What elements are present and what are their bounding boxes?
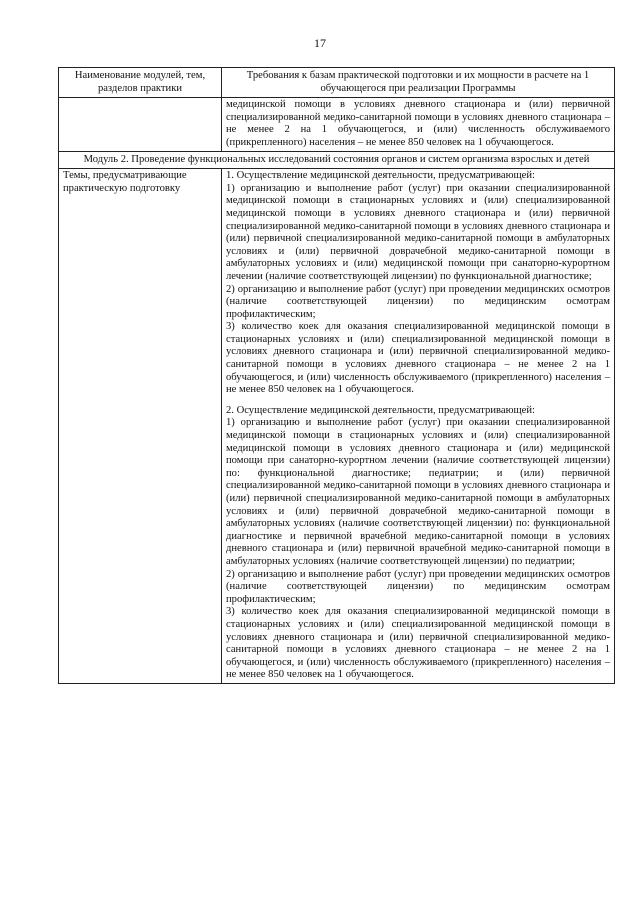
section-1-item-2: 2) организацию и выполнение работ (услуг) при проведении медицинских осмотров (наличие соответствующей лицензии) по медицинским осмотрам профилактическим; xyxy=(226,283,610,320)
continuation-row xyxy=(59,98,615,151)
empty-cell xyxy=(59,98,222,151)
section-1-item-3: 3) количество коек для оказания специализированной медицинской помощи в стационарных условиях и (или) специализированной медицинской помощи в условиях дневного стационара и (или) первичной специализированной медико-санитарной помощи в условиях дневного стационара – не менее 2 на 1 обучающегося, и (или) численность обслуживаемого (прикрепленного) населения – не менее 850 человек на 1 обучающегося. xyxy=(226,321,610,396)
section-2-item-3: 3) количество коек для оказания специализированной медицинской помощи в стационарных условиях и (или) специализированной медицинской помощи в условиях дневного стационара и (или) первичной специализированной медико-санитарной помощи в условиях дневного стационара – не менее 2 на 1 обучающегося, и (или) численность обслуживаемого (прикрепленного) населения – не менее 850 человек на 1 обучающегося. xyxy=(226,606,610,681)
section-1 xyxy=(226,170,610,397)
section-1-item-1: 1) организацию и выполнение работ (услуг) при оказании специализированной медицинской помощи в стационарных условиях и (или) специализированной медицинской помощи в условиях дневного стационара и (или) первичной специализированной медико-санитарной помощи в условиях дневного стационара и (или) первичной специализированной медико-санитарной помощи в амбулаторных условиях и (или) первичной доврачебной медико-санитарной помощи в амбулаторных условиях и (или) медицинской помощи при санаторно-курортном лечении (наличие соответствующей лицензии) по функциональной диагностике; xyxy=(226,182,610,282)
requirements-table xyxy=(58,67,615,684)
section-2-item-2: 2) организацию и выполнение работ (услуг) при проведении медицинских осмотров (наличие соответствующей лицензии) по медицинским осмотрам профилактическим; xyxy=(226,568,610,605)
topics-row xyxy=(59,169,615,684)
section-2-title: 2. Осуществление медицинской деятельности, предусматривающей: xyxy=(226,404,535,416)
table-header-row xyxy=(59,68,615,98)
requirements-cell xyxy=(222,169,615,684)
section-1-title: 1. Осуществление медицинской деятельности, предусматривающей: xyxy=(226,170,535,182)
topics-label: Темы, предусматривающие практическую подготовку xyxy=(59,169,222,684)
section-2 xyxy=(226,405,610,682)
page-number: 17 xyxy=(314,36,326,50)
continuation-text: медицинской помощи в условиях дневного стационара и (или) первичной специализированной медико-санитарной помощи в условиях дневного стационара – не менее 2 на 1 обучающегося, и (или) численность обслуживаемого (прикрепленного) населения – не менее 850 человек на 1 обучающегося. xyxy=(222,98,615,151)
section-2-item-1: 1) организацию и выполнение работ (услуг) при оказании специализированной медицинской помощи в стационарных условиях и (или) специализированной медицинской помощи в условиях дневного стационара и (или) медицинской помощи при санаторно-курортном лечении (наличие соответствующей лицензии) по: функциональной диагностике; педиатрии; и (или) первичной специализированной медико-санитарной помощи в условиях дневного стационара и (или) первичной специализированной медико-санитарной помощи в амбулаторных условиях и (или) первичной доврачебной медико-санитарной помощи в амбулаторных условиях (наличие соответствующей лицензии) по: функциональной диагностике и первичной врачебной медико-санитарной помощи в условиях дневного стационара и (или) первичной врачебной медико-санитарной помощи в амбулаторных условиях (наличие соответствующей лицензии) по педиатрии; xyxy=(226,417,610,567)
module-title: Модуль 2. Проведение функциональных исследований состояния органов и систем организма взрослых и детей xyxy=(59,151,615,169)
header-col-modules: Наименование модулей, тем, разделов практики xyxy=(59,68,222,98)
header-col-requirements: Требования к базам практической подготовки и их мощности в расчете на 1 обучающегося при реализации Программы xyxy=(222,68,615,98)
module-row xyxy=(59,151,615,169)
